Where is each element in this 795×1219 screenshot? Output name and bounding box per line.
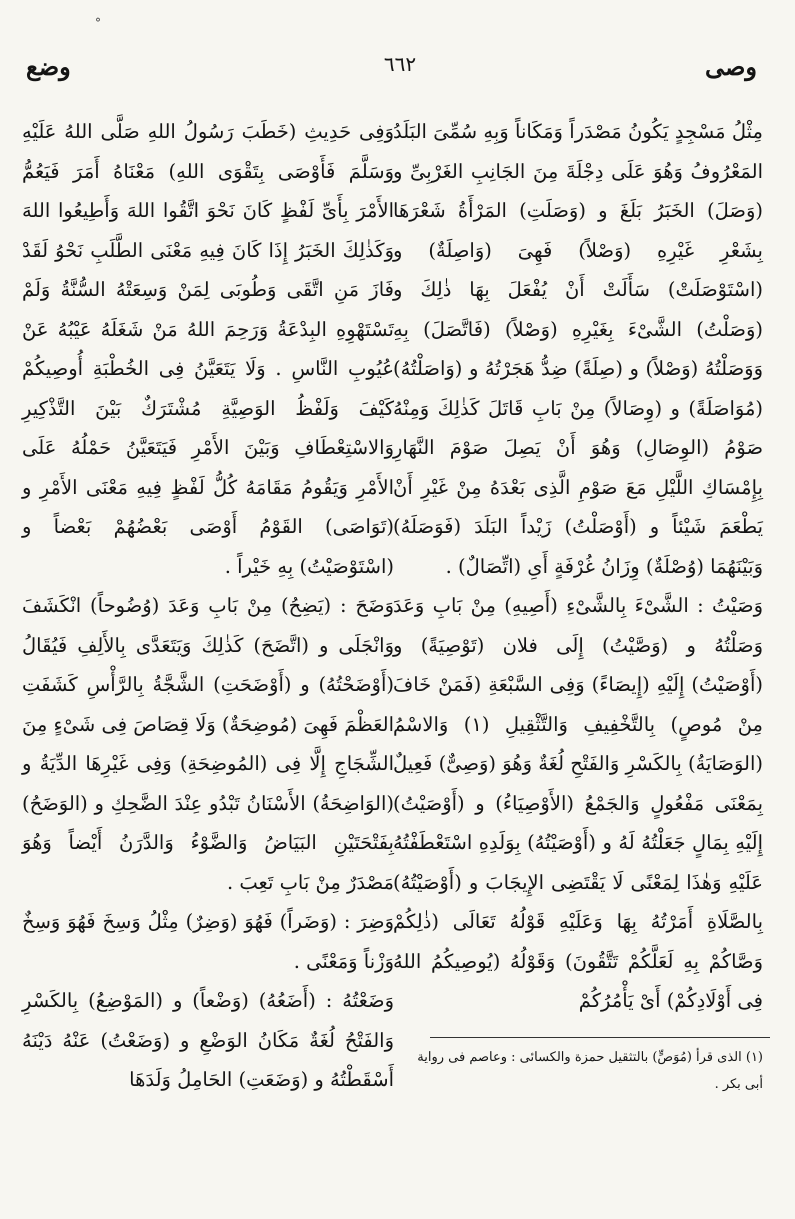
paragraph: وَضِرَ : (وَضَراً) فَهُوَ (وَضِرٌ) مِثْلُ وَسِخَ فَهُوَ وَسِخٌ وَزْناً وَمَعْنًى . <box>22 910 394 973</box>
left-headword: وضع <box>26 52 71 81</box>
right-column <box>393 112 763 1021</box>
page-number: ٦٦٢ <box>383 52 417 76</box>
paragraph: وَضَعْتُهُ : (أَضَعُهُ) (وَضْعاً) و (المَوْضِعُ) بِالكَسْرِ وَالفَتْحُ لُغَةٌ مَكَانُ الوَضْعِ و (وَضَعْتُ) عَنْهُ دَيْنَهُ أَسْقَطْتُهُ و (وَضَعَتِ) الحَامِلُ وَلَدَهَا <box>22 989 394 1091</box>
footnote: (١) الذى قرأ (مُوَصٍّ) بالتثقيل حمزة والكسائى : وعاصم فى رواية أبى بكر . <box>417 1050 763 1092</box>
footnote-divider <box>430 1037 770 1038</box>
page-speck: ° <box>95 16 101 30</box>
paragraph: وَضَحَ : (يَضِحُ) مِنْ بَابِ وَعَدَ (وُضُوحاً) انْكَشَفَ وَانْجَلَى و (اتَّضَحَ) كَذٰلِكَ وَيَتَعَدَّى بِالأَلِفِ فَيُقَالُ (أَوْضَحْتُهُ) و (أَوْضَحَتِ) الشَّجَّةُ بِالرَّأْسِ كَشَفَتِ العَظْمَ فَهِىَ (مُوضِحَةٌ) وَلَا قِصَاصَ فِى شَىْءٍ مِنَ الشِّجَاجِ إِلَّا فِى (المُوضِحَةِ) وَفِى غَيْرِهَا الدِّيَةُ و (الوَاضِحَةُ) الأَسْنَانُ تَبْدُو عِنْدَ الضَّحِكِ و (الوَضَحُ) بِفَتْحَتَيْنِ البَيَاضُ وَالضَّوْءُ وَالدَّرَنُ أَيْضاً وَهُوَ مَصْدَرٌ مِنْ بَابِ تَعِبَ . <box>22 594 394 894</box>
right-headword: وصى <box>705 52 757 81</box>
paragraph: وَصَيْتُ : الشَّىْءَ بِالشَّىْءِ (أَصِيهِ) مِنْ بَابِ وَعَدَ وَصَلْتُهُ و (وَصَّيْتُ) إِلَى فلان (تَوْصِيَةً) و (أَوْصَيْتُ) إِلَيْهِ (إِيصَاءً) وَفِى السَّبْعَةِ (فَمَنْ خَافَ مِنْ مُوصٍ) بِالتَّخْفِيفِ وَالتَّثْقِيلِ (١) وَالاسْمُ (الوَصَايَةُ) بِالكَسْرِ وَالفَتْحِ لُغَةٌ وَهُوَ (وَصِىٌّ) فَعِيلٌ بِمَعْنَى مَفْعُولٍ وَالجَمْعُ (الأَوْصِيَاءُ) و (أَوْصَيْتُ) إِلَيْهِ بِمَالٍ جَعَلْتُهُ لَهُ و (أَوْصَيْتُهُ) بِوَلَدِهِ اسْتَعْطَفْتُهُ عَلَيْهِ وَهٰذَا لِمَعْنًى لَا يَقْتَضِى الإِيجَابَ و (أَوْصَيْتُهُ) بِالصَّلَاةِ أَمَرْتُهُ بِهَا وَعَلَيْهِ قَوْلُهُ تَعَالَى (ذٰلِكُمْ وَصَّاكُمْ بِهِ لَعَلَّكُمْ تَتَّقُونَ) وَقَوْلُهُ (يُوصِيكُمُ اللهُ فِى أَوْلَادِكُمْ) أَىْ يَأْمُرُكُمْ <box>393 594 763 1012</box>
left-column <box>22 112 394 1100</box>
paragraph: وَفِى حَدِيثِ (خَطَبَ رَسُولُ اللهِ صَلَّى اللهُ عَلَيْهِ وَسَلَّمَ فَأَوْصَى بِتَقْوَى اللهِ) مَعْنَاهُ أَمَرَ فَيَعُمُّ الأَمْرَ بِأَىِّ لَفْظٍ كَانَ نَحْوَ اتَّقُوا اللهَ وَأَطِيعُوا اللهَ وَكَذٰلِكَ الخَبَرُ إِذَا كَانَ فِيهِ مَعْنَى الطَّلَبِ نَحْوُ لَقَدْ فَازَ مَنِ اتَّقَى وَطُوبَى لِمَنْ وَسِعَتْهُ السُّنَّةُ وَلَمْ تَسْتَهْوِهِ البِدْعَةُ وَرَحِمَ اللهُ مَنْ شَغَلَهُ عَيْبُهُ عَنْ عُيُوبِ النَّاسِ . وَلَا يَتَعَيَّنُ فِى الخُطْبَةِ أُوصِيكُمْ كَيْفَ وَلَفْظُ الوَصِيَّةِ مُشْتَرَكٌ بَيْنَ التَّذْكِيرِ وَالاسْتِعْطَافِ وَبَيْنَ الأَمْرِ فَيَتَعَيَّنُ حَمْلُهُ عَلَى الأَمْرِ وَيَقُومُ مَقَامَهُ كُلُّ لَفْظٍ فِيهِ مَعْنَى الأَمْرِ و (تَوَاصَى) القَوْمُ أَوْصَى بَعْضُهُمْ بَعْضاً و (اسْتَوْصَيْتُ) بِهِ خَيْراً . <box>22 120 394 578</box>
paragraph: مِثْلُ مَسْجِدٍ يَكُونُ مَصْدَراً وَمَكَاناً وَبِهِ سُمِّىَ البَلَدُ المَعْرُوفُ وَهُوَ عَلَى دِجْلَةَ مِنَ الجَانِبِ الغَرْبِىِّ و (وَصَلَ) الخَبَرُ بَلَغَ و (وَصَلَتِ) المَرْأَةُ شَعْرَهَا بِشَعْرِ غَيْرِهِ (وَصْلاً) فَهِىَ (وَاصِلَةٌ) و (اسْتَوْصَلَتْ) سَأَلَتْ أَنْ يُفْعَلَ بِهَا ذٰلِكَ و (وَصَلْتُ) الشَّىْءَ بِغَيْرِهِ (وَصْلاً) (فَاتَّصَلَ) بِهِ وَوَصَلْتُهُ (وَصْلاً) و (صِلَةً) ضِدُّ هَجَرْتُهُ و (وَاصَلْتُهُ) (مُوَاصَلَةً) و (وِصَالاً) مِنْ بَابِ قَاتَلَ كَذٰلِكَ وَمِنْهُ صَوْمُ (الوِصَالِ) وَهُوَ أَنْ يَصِلَ صَوْمَ النَّهَارِ بِإِمْسَاكِ اللَّيْلِ مَعَ صَوْمِ الَّذِى بَعْدَهُ مِنْ غَيْرِ أَنْ يَطْعَمَ شَيْئاً و (أَوْصَلْتُ) زَيْداً البَلَدَ (فَوَصَلَهُ) وَبَيْنَهُمَا (وُصْلَةٌ) وِزَانُ غُرْفَةٍ أَىِ (اتِّصَالٌ) . <box>393 120 763 578</box>
